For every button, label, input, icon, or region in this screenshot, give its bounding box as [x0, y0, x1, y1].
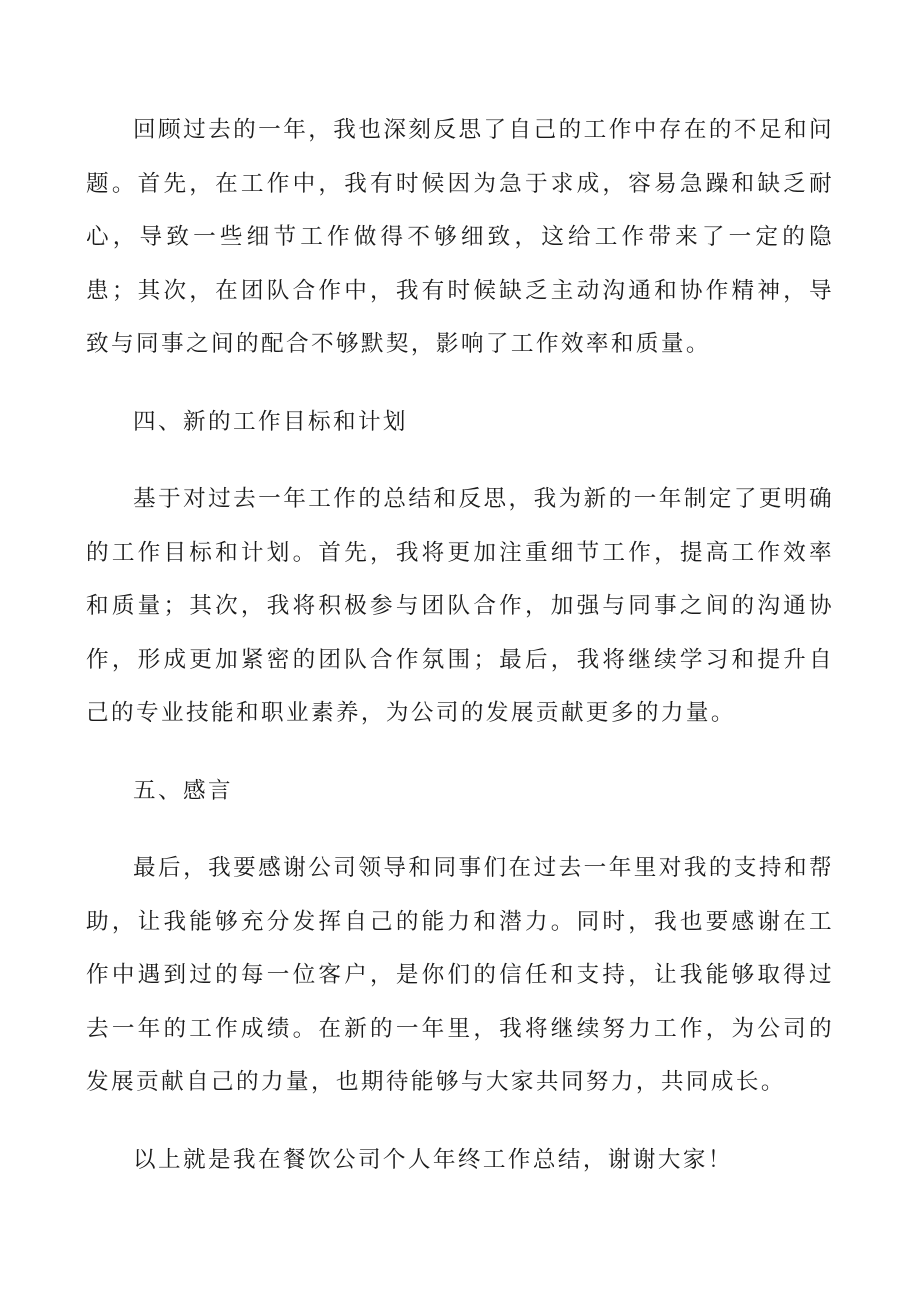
- paragraph-goals: 基于对过去一年工作的总结和反思，我为新的一年制定了更明确的工作目标和计划。首先，我将更加注重细节工作，提高工作效率和质量；其次，我将积极参与团队合作，加强与同事之间的沟通协作，形成更加紧密的团队合作氛围；最后，我将继续学习和提升自己的专业技能和职业素养，为公司的发展贡献更多的力量。: [86, 486, 834, 726]
- paragraph-reflection: 回顾过去的一年，我也深刻反思了自己的工作中存在的不足和问题。首先，在工作中，我有时候因为急于求成，容易急躁和缺乏耐心，导致一些细节工作做得不够细致，这给工作带来了一定的隐患；其次，在团队合作中，我有时候缺乏主动沟通和协作精神，导致与同事之间的配合不够默契，影响了工作效率和质量。: [86, 117, 834, 357]
- paragraph-thanks: 最后，我要感谢公司领导和同事们在过去一年里对我的支持和帮助，让我能够充分发挥自己的能力和潜力。同时，我也要感谢在工作中遇到过的每一位客户，是你们的信任和支持，让我能够取得过去一年的工作成绩。在新的一年里，我将继续努力工作，为公司的发展贡献自己的力量，也期待能够与大家共同努力，共同成长。: [86, 855, 834, 1095]
- document-page: [86, 104, 834, 1187]
- closing-line: 以上就是我在餐饮公司个人年终工作总结，谢谢大家！: [133, 1146, 733, 1173]
- section-heading-four: 四、新的工作目标和计划: [133, 408, 408, 435]
- section-heading-five: 五、感言: [133, 777, 233, 804]
